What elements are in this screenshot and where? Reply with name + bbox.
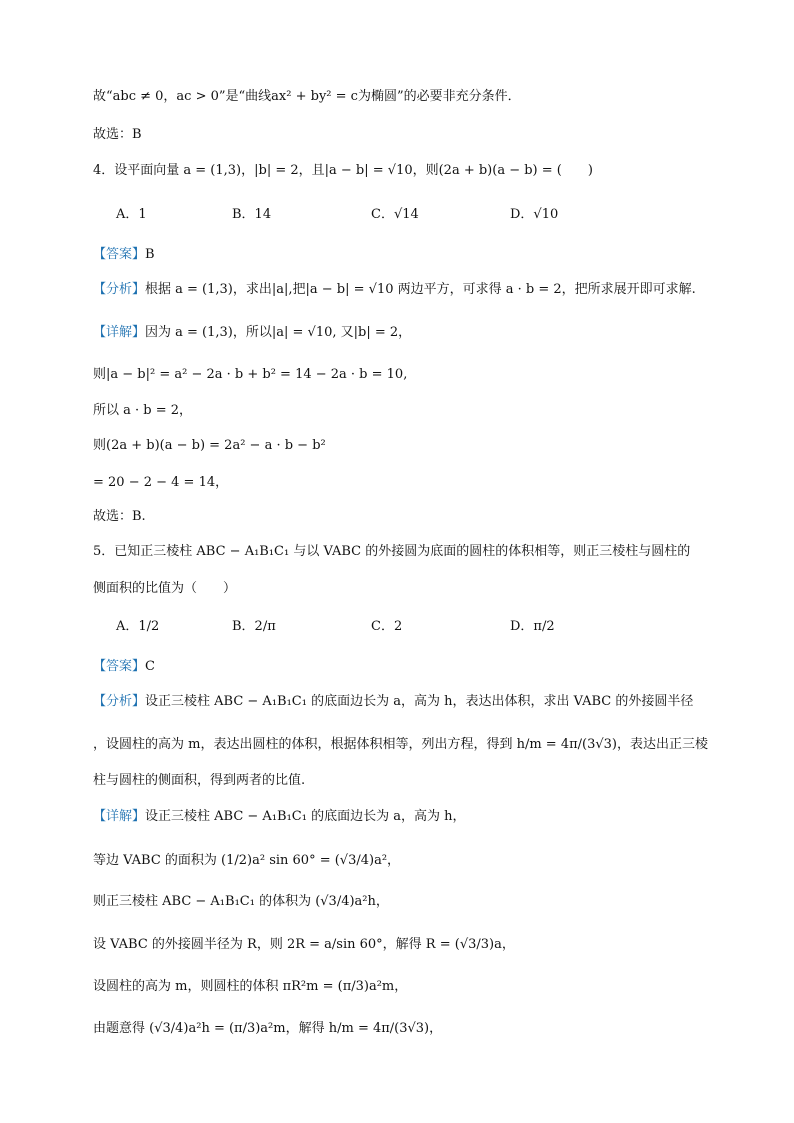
section-tag: 【答案】 [93, 659, 146, 674]
analysis-line-cont: ，设圆柱的高为 m，表达出圆柱的体积，根据体积相等，列出方程，得到 h/m = 4π/(3√3)，表达出正三棱 [93, 737, 708, 752]
question-5-stem-cont: 侧面积的比值为（ ） [93, 581, 237, 596]
option-c: C．2 [371, 619, 403, 634]
text-line: 设圆柱的高为 m，则圆柱的体积 πR²m = (π/3)a²m， [93, 979, 408, 994]
text-line: 等边 VABC 的面积为 (1/2)a² sin 60° = (√3/4)a²， [93, 853, 401, 868]
section-tag: 【详解】 [93, 809, 146, 824]
section-tag: 【详解】 [93, 325, 146, 340]
option-b: B．14 [232, 207, 272, 222]
text-line: 故选：B. [93, 509, 146, 524]
answer-line: 【答案】C [93, 659, 155, 674]
text-line: 则(2a + b)(a − b) = 2a² − a · b − b² [93, 438, 326, 453]
analysis-line: 【分析】设正三棱柱 ABC − A₁B₁C₁ 的底面边长为 a，高为 h，表达出体积，求出 VABC 的外接圆半径 [93, 694, 694, 709]
text-line: 设 VABC 的外接圆半径为 R，则 2R = a/sin 60°，解得 R = (√3/3)a， [93, 937, 515, 952]
analysis-line-cont: 柱与圆柱的侧面积，得到两者的比值. [93, 773, 306, 788]
option-a: A．1/2 [116, 619, 160, 634]
section-tag: 【分析】 [93, 694, 146, 709]
question-5-stem: 5．已知正三棱柱 ABC − A₁B₁C₁ 与以 VABC 的外接圆为底面的圆柱的体积相等，则正三棱柱与圆柱的 [93, 544, 691, 559]
text-line: 则|a − b|² = a² − 2a · b + b² = 14 − 2a · b = 10, [93, 367, 408, 382]
text-line: 所以 a · b = 2， [93, 403, 193, 418]
option-d: D．√10 [510, 207, 559, 222]
option-a: A．1 [116, 207, 147, 222]
text-line: 则正三棱柱 ABC − A₁B₁C₁ 的体积为 (√3/4)a²h， [93, 894, 389, 909]
detail-line: 【详解】设正三棱柱 ABC − A₁B₁C₁ 的底面边长为 a，高为 h， [93, 809, 466, 824]
section-tag: 【分析】 [93, 282, 146, 297]
text-line: 故“abc ≠ 0，ac > 0”是“曲线ax² + by² = c为椭圆”的必要非充分条件． [93, 89, 521, 104]
text-line: 故选：B [93, 127, 142, 142]
section-tag: 【答案】 [93, 247, 146, 262]
detail-line: 【详解】因为 a = (1,3)，所以|a| = √10, 又|b| = 2， [93, 325, 412, 340]
question-4-stem: 4．设平面向量 a = (1,3)，|b| = 2，且|a − b| = √10，则(2a + b)(a − b) = ( ) [93, 163, 593, 178]
answer-line: 【答案】B [93, 247, 155, 262]
text-line: 由题意得 (√3/4)a²h = (π/3)a²m，解得 h/m = 4π/(3√3)， [93, 1021, 443, 1036]
option-c: C．√14 [371, 207, 419, 222]
analysis-line: 【分析】根据 a = (1,3)，求出|a|,把|a − b| = √10 两边平方，可求得 a · b = 2，把所求展开即可求解. [93, 282, 696, 297]
option-b: B．2/π [232, 619, 276, 634]
text-line: = 20 − 2 − 4 = 14， [93, 475, 229, 490]
option-d: D．π/2 [510, 619, 555, 634]
